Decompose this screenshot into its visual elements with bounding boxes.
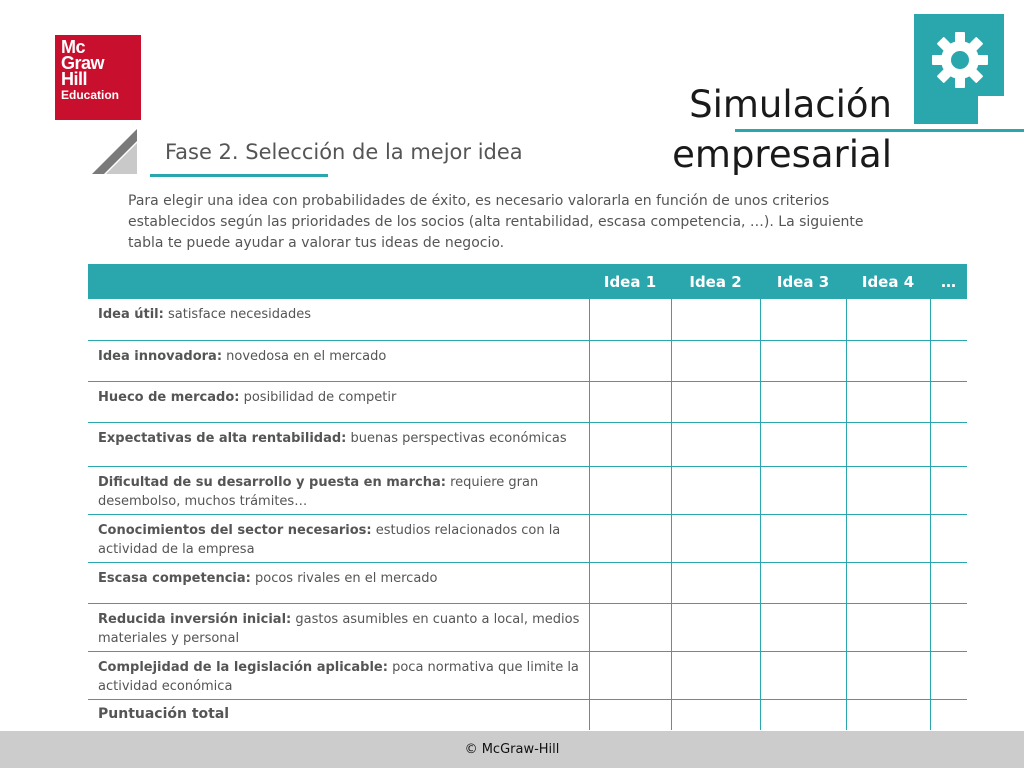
gear-icon bbox=[928, 28, 992, 92]
score-cell-more[interactable] bbox=[930, 651, 967, 699]
criterion-label: Escasa competencia: bbox=[98, 570, 251, 586]
criterion-description: poca normativa que limite la actividad económica bbox=[98, 659, 579, 694]
table-row bbox=[88, 603, 967, 651]
criterion-description: satisface necesidades bbox=[163, 307, 312, 322]
header-more-ideas: … bbox=[930, 264, 967, 299]
score-cell-idea-1[interactable] bbox=[589, 381, 671, 422]
score-cell-idea-1[interactable] bbox=[589, 562, 671, 603]
total-cell-idea-2[interactable] bbox=[671, 699, 760, 730]
table-row bbox=[88, 651, 967, 699]
gear-tile bbox=[914, 14, 1004, 124]
score-cell-idea-4[interactable] bbox=[846, 466, 930, 514]
score-cell-idea-2[interactable] bbox=[671, 422, 760, 466]
score-cell-idea-3[interactable] bbox=[760, 651, 846, 699]
score-cell-idea-1[interactable] bbox=[589, 603, 671, 651]
table-row bbox=[88, 466, 967, 514]
intro-paragraph: Para elegir una idea con probabilidades de éxito, es necesario valorarla en función de unos criterios establecidos según las prioridades de los socios (alta rentabilidad, escasa competencia, …). La siguiente tabla te puede ayudar a valorar tus ideas de negocio. bbox=[128, 193, 864, 251]
criterion-description: pocos rivales en el mercado bbox=[250, 570, 438, 586]
total-cell-more[interactable] bbox=[930, 699, 967, 730]
header-idea-2: Idea 2 bbox=[671, 264, 760, 299]
table-header-row bbox=[88, 264, 967, 299]
logo-line-3: Hill bbox=[61, 69, 88, 89]
page-title: Simulación empresarial bbox=[672, 83, 892, 176]
score-cell-idea-4[interactable] bbox=[846, 340, 930, 381]
logo-line-2: Graw bbox=[61, 53, 105, 73]
table-row bbox=[88, 514, 967, 562]
score-cell-more[interactable] bbox=[930, 422, 967, 466]
score-cell-more[interactable] bbox=[930, 603, 967, 651]
criterion-cell bbox=[88, 340, 589, 381]
total-cell-idea-3[interactable] bbox=[760, 699, 846, 730]
total-row bbox=[88, 699, 967, 730]
header-criteria bbox=[88, 264, 589, 299]
phase-marker-icon bbox=[92, 127, 162, 177]
criteria-table bbox=[88, 264, 967, 730]
criterion-label: Conocimientos del sector necesarios: bbox=[98, 522, 372, 538]
criterion-cell bbox=[88, 299, 589, 340]
score-cell-idea-1[interactable] bbox=[589, 514, 671, 562]
score-cell-idea-2[interactable] bbox=[671, 381, 760, 422]
score-cell-idea-3[interactable] bbox=[760, 299, 846, 340]
logo-line-4: Education bbox=[61, 88, 120, 102]
score-cell-idea-1[interactable] bbox=[589, 340, 671, 381]
footer-bar bbox=[0, 731, 1024, 768]
criterion-cell bbox=[88, 603, 589, 651]
score-cell-idea-2[interactable] bbox=[671, 603, 760, 651]
criterion-label: Idea innovadora: bbox=[98, 348, 223, 364]
score-cell-idea-3[interactable] bbox=[760, 340, 846, 381]
section-underline bbox=[150, 174, 328, 177]
score-cell-idea-2[interactable] bbox=[671, 514, 760, 562]
score-cell-idea-3[interactable] bbox=[760, 562, 846, 603]
mcgraw-hill-logo bbox=[55, 35, 141, 120]
table-row bbox=[88, 422, 967, 466]
criterion-label: Idea útil: bbox=[98, 307, 164, 322]
score-cell-idea-4[interactable] bbox=[846, 422, 930, 466]
score-cell-idea-2[interactable] bbox=[671, 562, 760, 603]
score-cell-more[interactable] bbox=[930, 562, 967, 603]
score-cell-idea-2[interactable] bbox=[671, 299, 760, 340]
score-cell-more[interactable] bbox=[930, 340, 967, 381]
score-cell-more[interactable] bbox=[930, 381, 967, 422]
table-row bbox=[88, 562, 967, 603]
score-cell-idea-1[interactable] bbox=[589, 299, 671, 340]
total-cell-idea-4[interactable] bbox=[846, 699, 930, 730]
criterion-cell bbox=[88, 562, 589, 603]
score-cell-idea-3[interactable] bbox=[760, 422, 846, 466]
score-cell-idea-4[interactable] bbox=[846, 603, 930, 651]
score-cell-idea-1[interactable] bbox=[589, 651, 671, 699]
criterion-label: Reducida inversión inicial: bbox=[98, 611, 292, 627]
logo-line-1: Mc bbox=[61, 37, 86, 57]
criterion-label: Complejidad de la legislación aplicable: bbox=[98, 659, 388, 675]
score-cell-idea-1[interactable] bbox=[589, 466, 671, 514]
criterion-description: estudios relacionados con la actividad de la empresa bbox=[98, 522, 561, 557]
criterion-cell bbox=[88, 466, 589, 514]
score-cell-idea-2[interactable] bbox=[671, 466, 760, 514]
criterion-description: gastos asumibles en cuanto a local, medios materiales y personal bbox=[98, 611, 580, 646]
score-cell-idea-4[interactable] bbox=[846, 514, 930, 562]
score-cell-idea-3[interactable] bbox=[760, 603, 846, 651]
score-cell-idea-4[interactable] bbox=[846, 299, 930, 340]
score-cell-more[interactable] bbox=[930, 299, 967, 340]
criterion-description: requiere gran desembolso, muchos trámites… bbox=[98, 474, 539, 509]
criterion-cell bbox=[88, 381, 589, 422]
score-cell-idea-2[interactable] bbox=[671, 340, 760, 381]
table-row bbox=[88, 299, 967, 340]
header-idea-3: Idea 3 bbox=[760, 264, 846, 299]
table-row bbox=[88, 340, 967, 381]
score-cell-idea-2[interactable] bbox=[671, 651, 760, 699]
score-cell-more[interactable] bbox=[930, 466, 967, 514]
section-title: Fase 2. Selección de la mejor idea bbox=[165, 140, 523, 164]
title-underline bbox=[735, 129, 1024, 132]
copyright-text: © McGraw-Hill bbox=[464, 742, 560, 757]
criterion-label: Dificultad de su desarrollo y puesta en marcha: bbox=[98, 474, 446, 490]
header-idea-1: Idea 1 bbox=[589, 264, 671, 299]
criterion-description: buenas perspectivas económicas bbox=[346, 430, 567, 446]
score-cell-more[interactable] bbox=[930, 514, 967, 562]
score-cell-idea-1[interactable] bbox=[589, 422, 671, 466]
score-cell-idea-3[interactable] bbox=[760, 381, 846, 422]
criterion-cell bbox=[88, 422, 589, 466]
total-cell-idea-1[interactable] bbox=[589, 699, 671, 730]
header-idea-4: Idea 4 bbox=[846, 264, 930, 299]
criterion-description: posibilidad de competir bbox=[239, 389, 397, 405]
criterion-cell bbox=[88, 514, 589, 562]
score-cell-idea-4[interactable] bbox=[846, 562, 930, 603]
criterion-label: Expectativas de alta rentabilidad: bbox=[98, 430, 347, 446]
criterion-description: novedosa en el mercado bbox=[222, 348, 387, 364]
total-label: Puntuación total bbox=[98, 705, 230, 722]
score-cell-idea-4[interactable] bbox=[846, 651, 930, 699]
score-cell-idea-3[interactable] bbox=[760, 466, 846, 514]
score-cell-idea-3[interactable] bbox=[760, 514, 846, 562]
score-cell-idea-4[interactable] bbox=[846, 381, 930, 422]
page-fold bbox=[978, 98, 1004, 124]
table-row bbox=[88, 381, 967, 422]
criterion-label: Hueco de mercado: bbox=[98, 389, 240, 405]
criterion-cell bbox=[88, 651, 589, 699]
